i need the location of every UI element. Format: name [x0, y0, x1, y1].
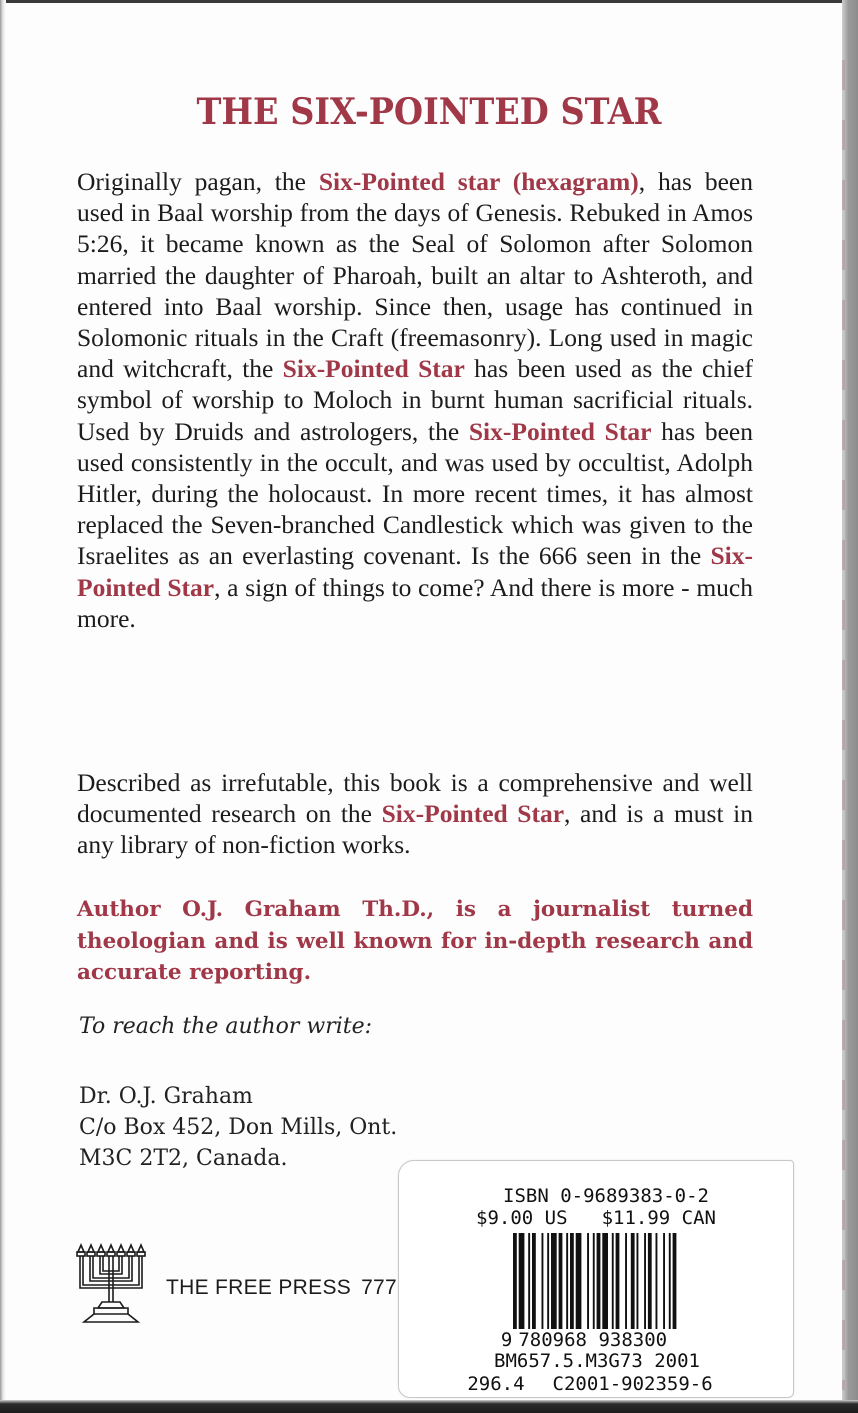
paragraph-text: Described as irrefutable, this book is a comprehensive and well documented research on the	[77, 768, 753, 829]
cover-spine-edge	[842, 0, 858, 1413]
barcode-bar	[542, 1233, 544, 1329]
barcode-bar	[631, 1233, 635, 1329]
publisher-name-text: THE FREE PRESS	[166, 1276, 352, 1299]
barcode-bar	[528, 1233, 530, 1329]
contact-prompt: To reach the author write:	[79, 1014, 373, 1039]
price-sticker	[398, 1160, 794, 1398]
barcode-bar	[570, 1233, 574, 1329]
barcode-group-2: 938300	[598, 1329, 668, 1351]
barcode-bar	[656, 1233, 658, 1329]
summary-paragraph	[77, 767, 753, 861]
address-line: M3C 2T2, Canada.	[79, 1146, 288, 1171]
barcode-bar	[532, 1233, 536, 1329]
highlighted-term: Six-Pointed Star	[282, 354, 465, 384]
price-us: $9.00 US	[476, 1207, 568, 1229]
publisher-number: 777	[361, 1276, 398, 1299]
paragraph-text: , has been used in Baal worship from the days of Genesis. Rebuked in Amos 5:26, it became known as the Seal of Solomon after Solomon married the daughter of Pharoah, built an altar to Ashteroth, and entered into Baal worship. Since then, usage has continued in Solomonic rituals in the Craft (freemasonry). Long used in magic and witchcraft, the	[77, 167, 753, 384]
barcode-bar	[637, 1233, 639, 1329]
isbn-label: ISBN 0-9689383-0-2	[503, 1185, 709, 1207]
barcode-bar	[644, 1233, 646, 1329]
price-can: $11.99 CAN	[601, 1207, 716, 1229]
highlighted-term: Six-Pointed star (hexagram)	[318, 167, 639, 196]
barcode-bar	[663, 1233, 665, 1329]
barcode-bar	[547, 1233, 549, 1329]
barcode-bar	[597, 1233, 601, 1329]
lc-call-number: BM657.5.M3G73 2001	[494, 1350, 700, 1372]
paragraph-text: has been used consistently in the occult, and was used by occultist, Adolph Hitler, during the holocaust. In more recent times, it has almost replaced the Seven-branched Candlestick which was given to the Israelites as an everlasting covenant. Is the 666 seen in the	[77, 416, 753, 571]
barcode-bar	[513, 1233, 517, 1329]
description-paragraph	[77, 166, 753, 634]
barcode-bar	[673, 1233, 677, 1329]
barcode-bar	[587, 1233, 589, 1329]
barcode-bar	[576, 1233, 582, 1329]
paragraph-text: , and is a must in any library of non-fiction works.	[77, 799, 753, 860]
barcode-bar	[612, 1233, 614, 1329]
book-title: THE SIX-POINTED STAR	[196, 91, 662, 133]
paragraph-text: has been used as the chief symbol of worship to Moloch in burnt human sacrificial rituals. Used by Druids and astrologers, the	[77, 354, 754, 446]
author-bio: Author O.J. Graham Th.D., is a journalist turned theologian and is well known for in-depth research and accurate reporting.	[77, 897, 753, 985]
address-line: C/o Box 452, Don Mills, Ont.	[79, 1115, 398, 1140]
price-line	[399, 1207, 793, 1229]
contact-address	[79, 1081, 397, 1174]
cover-bottom-edge	[0, 1400, 858, 1413]
highlighted-term: Six-Pointed Star	[468, 416, 652, 446]
barcode-bar	[519, 1233, 525, 1329]
cover-left-edge	[0, 0, 6, 1413]
dewey-number: 296.4	[467, 1373, 525, 1395]
barcode-first-digit: 9	[500, 1329, 513, 1351]
paragraph-text: Originally pagan, the	[77, 167, 319, 196]
barcode-bar	[566, 1233, 568, 1329]
highlighted-term: Six-Pointed Star	[381, 799, 565, 829]
barcode-number	[387, 1329, 781, 1351]
barcode-bar	[559, 1233, 563, 1329]
barcode-bar	[593, 1233, 595, 1329]
cip-number: C2001-902359-6	[552, 1373, 713, 1395]
publisher-name	[166, 1276, 397, 1300]
barcode-bar	[648, 1233, 652, 1329]
menorah-icon	[72, 1242, 154, 1324]
catalog-line	[393, 1373, 787, 1395]
barcode-group-1: 780968	[518, 1329, 587, 1351]
barcode-bar	[602, 1233, 608, 1329]
address-line: Dr. O.J. Graham	[79, 1084, 253, 1109]
barcode-bar	[616, 1233, 620, 1329]
cover-top-edge	[0, 0, 858, 3]
highlighted-term: Six-Pointed Star	[77, 541, 753, 602]
barcode-bar	[625, 1233, 627, 1329]
barcode-bar	[669, 1233, 671, 1329]
paragraph-text: , a sign of things to come? And there is more - much more.	[77, 572, 753, 633]
barcode-bar	[551, 1233, 557, 1329]
barcode-icon	[513, 1233, 703, 1329]
